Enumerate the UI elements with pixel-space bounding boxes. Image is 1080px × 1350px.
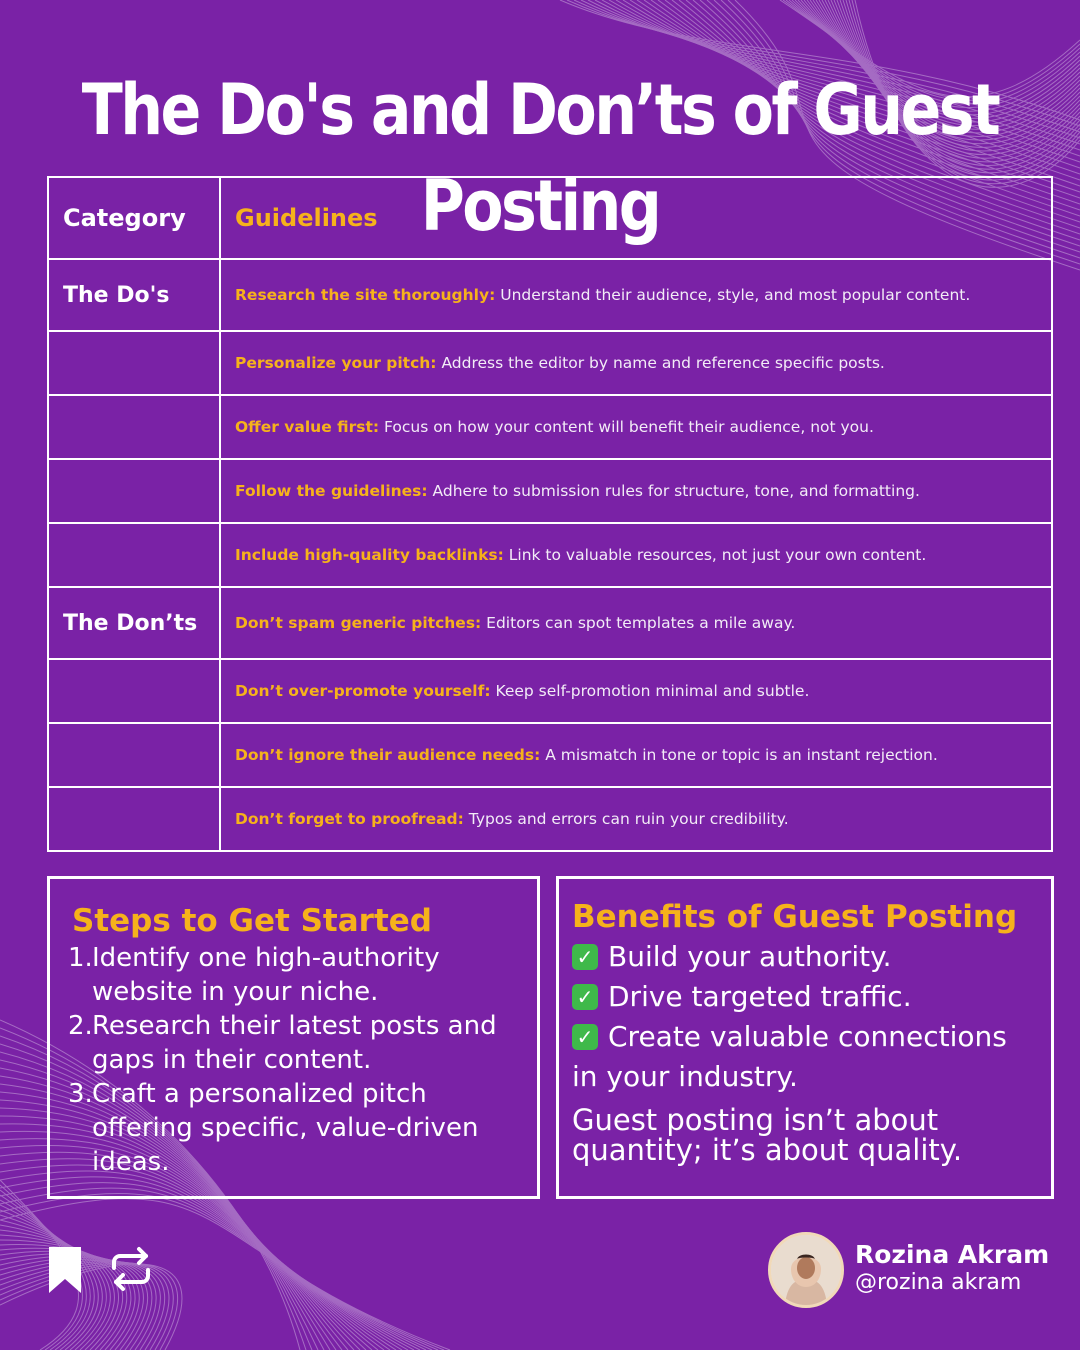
- list-item: [68, 941, 528, 1009]
- category-cell: [48, 787, 220, 851]
- guideline-cell: [220, 587, 1052, 659]
- guideline-lead: Don’t forget to proofread:: [235, 810, 464, 828]
- table-row: [48, 331, 1052, 395]
- category-cell: [48, 659, 220, 723]
- check-icon: ✓: [572, 1024, 598, 1050]
- guideline-lead: Don’t ignore their audience needs:: [235, 746, 541, 764]
- steps-list: [68, 941, 528, 1179]
- table-row: [48, 587, 1052, 659]
- benefits-quote: Guest posting isn’t about quantity; it’s about quality.: [572, 1103, 963, 1167]
- benefit-item: [572, 937, 1047, 977]
- steps-box: [47, 876, 540, 1199]
- guideline-text: A mismatch in tone or topic is an instant rejection.: [540, 746, 938, 764]
- table-row: [48, 459, 1052, 523]
- table-header-guidelines: Guidelines: [220, 177, 1052, 259]
- table-row: [48, 259, 1052, 331]
- guideline-text: Editors can spot templates a mile away.: [481, 614, 796, 632]
- check-icon: ✓: [572, 944, 598, 970]
- category-cell: [48, 723, 220, 787]
- author-name: Rozina Akram: [855, 1240, 1050, 1269]
- benefits-box: [556, 876, 1054, 1199]
- category-cell: The Don’ts: [48, 587, 220, 659]
- category-cell: [48, 395, 220, 459]
- step-number: 1.: [68, 943, 93, 973]
- benefit-item: [572, 977, 1047, 1017]
- guideline-cell: [220, 787, 1052, 851]
- guidelines-table: [47, 176, 1053, 852]
- guideline-cell: [220, 723, 1052, 787]
- guideline-cell: [220, 459, 1052, 523]
- category-cell: [48, 331, 220, 395]
- guideline-text: Focus on how your content will benefit their audience, not you.: [379, 418, 874, 436]
- step-number: 2.: [68, 1011, 93, 1041]
- guideline-lead: Don’t over-promote yourself:: [235, 682, 491, 700]
- guideline-text: Adhere to submission rules for structure, tone, and formatting.: [427, 482, 920, 500]
- avatar-portrait-icon: [771, 1235, 841, 1305]
- step-text: Craft a personalized pitch offering specific, value-driven ideas.: [92, 1079, 479, 1177]
- table-row: [48, 659, 1052, 723]
- table-row: [48, 523, 1052, 587]
- list-item: [68, 1077, 528, 1179]
- category-cell: The Do's: [48, 259, 220, 331]
- guideline-lead: Research the site thoroughly:: [235, 286, 496, 304]
- benefit-text: Drive targeted traffic.: [608, 980, 912, 1013]
- step-text: Research their latest posts and gaps in their content.: [92, 1011, 497, 1075]
- guideline-lead: Offer value first:: [235, 418, 380, 436]
- guideline-text: Understand their audience, style, and most popular content.: [495, 286, 971, 304]
- step-number: 3.: [68, 1079, 93, 1109]
- guideline-cell: [220, 259, 1052, 331]
- guideline-lead: Follow the guidelines:: [235, 482, 428, 500]
- steps-title: Steps to Get Started: [72, 903, 432, 939]
- author-handle: @rozina akram: [855, 1270, 1022, 1295]
- table-header-category: Category: [48, 177, 220, 259]
- check-icon: ✓: [572, 984, 598, 1010]
- table-row: [48, 395, 1052, 459]
- benefit-item: [572, 1017, 1047, 1057]
- guideline-cell: [220, 395, 1052, 459]
- bookmark-icon[interactable]: [47, 1245, 83, 1295]
- guideline-lead: Don’t spam generic pitches:: [235, 614, 482, 632]
- category-cell: [48, 459, 220, 523]
- guideline-lead: Include high-quality backlinks:: [235, 546, 504, 564]
- table-body: [48, 259, 1052, 851]
- step-text: Identify one high-authority website in your niche.: [92, 943, 440, 1007]
- page-title: The Do's and Don’ts of Guest Posting: [81, 69, 999, 247]
- guideline-text: Keep self-promotion minimal and subtle.: [490, 682, 810, 700]
- table-row: [48, 787, 1052, 851]
- guideline-cell: [220, 331, 1052, 395]
- benefit-continuation: in your industry.: [572, 1060, 798, 1093]
- guideline-text: Link to valuable resources, not just your own content.: [503, 546, 927, 564]
- benefit-text: Create valuable connections: [608, 1020, 1007, 1053]
- category-cell: [48, 523, 220, 587]
- guideline-text: Address the editor by name and reference specific posts.: [436, 354, 885, 372]
- repost-icon[interactable]: [108, 1246, 154, 1292]
- guideline-text: Typos and errors can ruin your credibility.: [463, 810, 789, 828]
- guideline-cell: [220, 659, 1052, 723]
- benefits-list: [572, 937, 1047, 1165]
- benefit-text: Build your authority.: [608, 940, 892, 973]
- list-item: [68, 1009, 528, 1077]
- avatar[interactable]: [768, 1232, 844, 1308]
- table-row: [48, 723, 1052, 787]
- benefits-title: Benefits of Guest Posting: [572, 899, 1018, 935]
- guideline-cell: [220, 523, 1052, 587]
- guideline-lead: Personalize your pitch:: [235, 354, 437, 372]
